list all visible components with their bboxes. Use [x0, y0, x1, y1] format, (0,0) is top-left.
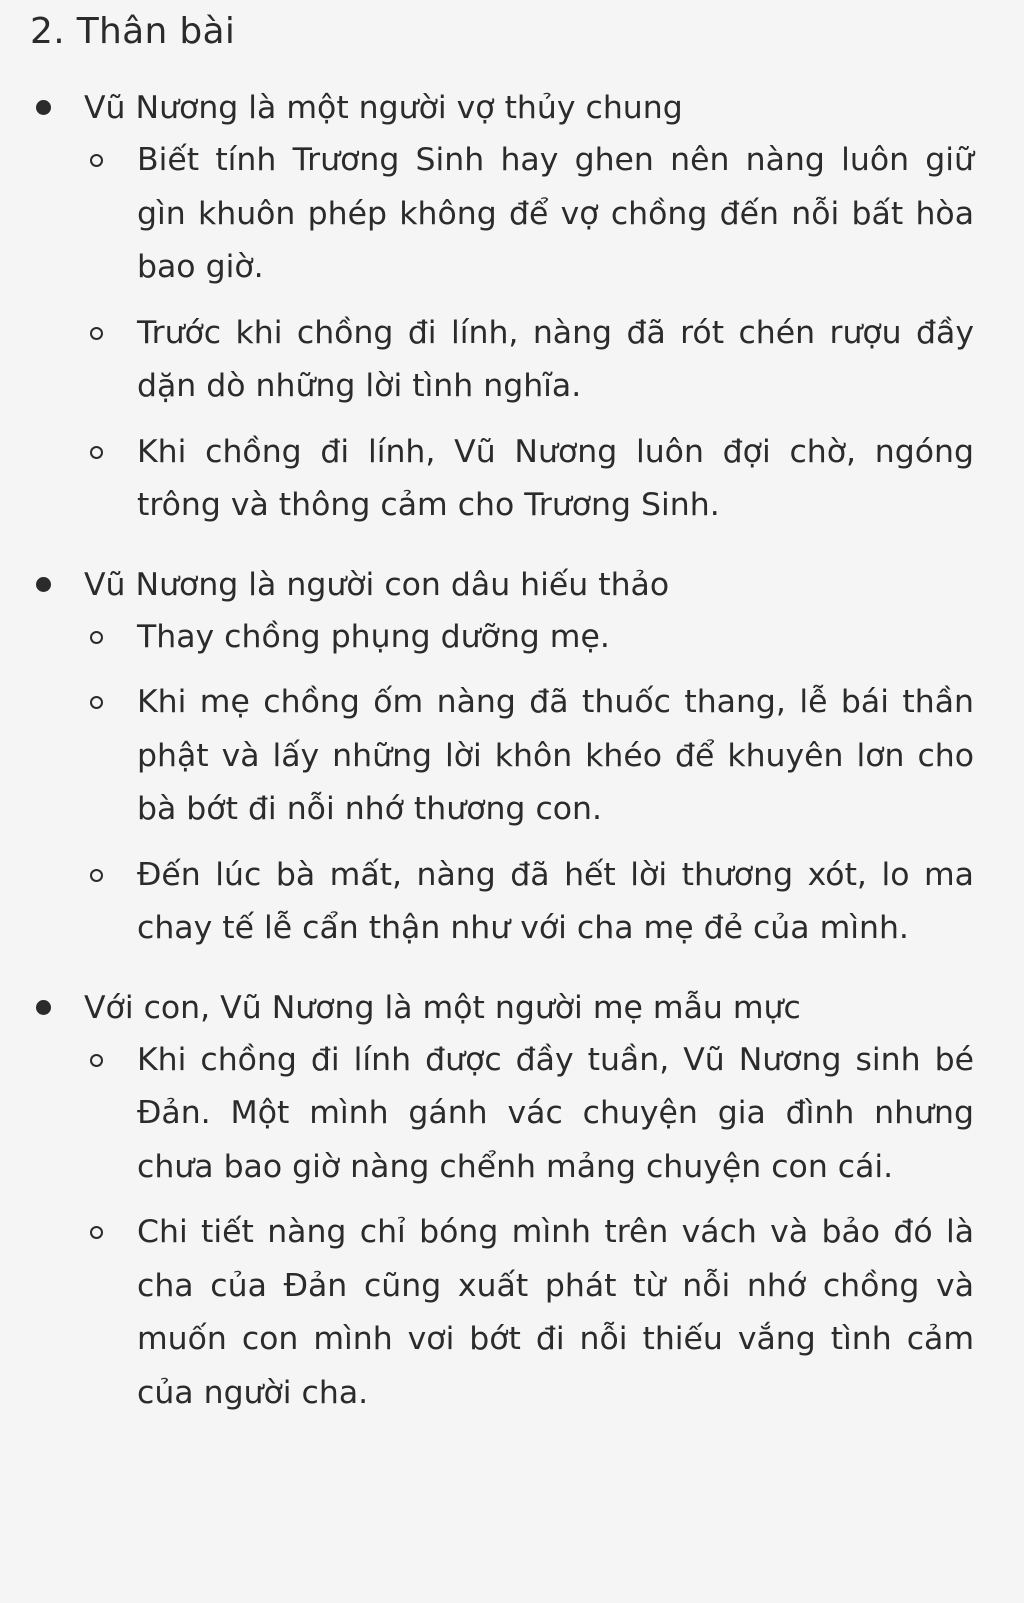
section-title: Vũ Nương là một người vợ thủy chung — [84, 90, 683, 126]
outline-section — [30, 82, 974, 533]
list-item — [84, 849, 974, 956]
list-item — [84, 1034, 974, 1195]
filled-bullet-icon — [36, 100, 51, 115]
filled-bullet-icon — [36, 577, 51, 592]
point-text: Khi mẹ chồng ốm nàng đã thuốc thang, lễ bái thần phật và lấy những lời khôn khéo để khuyên lơn cho bà bớt đi nỗi nhớ thương con. — [137, 684, 974, 827]
filled-bullet-icon — [36, 1000, 51, 1015]
hollow-bullet-icon — [90, 696, 103, 709]
point-list — [84, 1034, 974, 1421]
hollow-bullet-icon — [90, 1226, 103, 1239]
point-text: Đến lúc bà mất, nàng đã hết lời thương xót, lo ma chay tế lễ cẩn thận như với cha mẹ đẻ của mình. — [137, 856, 974, 946]
point-text: Khi chồng đi lính được đầy tuần, Vũ Nương sinh bé Đản. Một mình gánh vác chuyện gia đình nhưng chưa bao giờ nàng chểnh mảng chuyện con cái. — [137, 1041, 974, 1185]
point-text: Biết tính Trương Sinh hay ghen nên nàng luôn giữ gìn khuôn phép không để vợ chồng đến nỗi bất hòa bao giờ. — [137, 142, 974, 285]
hollow-bullet-icon — [90, 446, 103, 459]
hollow-bullet-icon — [90, 327, 103, 340]
hollow-bullet-icon — [90, 631, 103, 644]
outline-section — [30, 982, 974, 1421]
hollow-bullet-icon — [90, 869, 103, 882]
point-list — [84, 134, 974, 533]
hollow-bullet-icon — [90, 154, 103, 167]
list-item — [84, 426, 974, 533]
list-item — [84, 1206, 974, 1420]
point-text: Khi chồng đi lính, Vũ Nương luôn đợi chờ, ngóng trông và thông cảm cho Trương Sinh. — [137, 433, 974, 523]
list-item — [84, 134, 974, 295]
outline-section — [30, 559, 974, 956]
list-item — [84, 611, 974, 665]
point-list — [84, 611, 974, 956]
point-text: Thay chồng phụng dưỡng mẹ. — [137, 618, 610, 655]
section-title: Với con, Vũ Nương là một người mẹ mẫu mực — [84, 989, 801, 1026]
point-text: Chi tiết nàng chỉ bóng mình trên vách và bảo đó là cha của Đản cũng xuất phát từ nỗi nhớ chồng và muốn con mình vơi bớt đi nỗi thiếu vắng tình cảm của người cha. — [137, 1214, 974, 1411]
list-item — [84, 307, 974, 414]
hollow-bullet-icon — [90, 1054, 103, 1067]
outline-list — [30, 82, 974, 1420]
point-text: Trước khi chồng đi lính, nàng đã rót chén rượu đầy dặn dò những lời tình nghĩa. — [137, 314, 974, 404]
section-title: Vũ Nương là người con dâu hiếu thảo — [84, 566, 670, 603]
list-item — [84, 676, 974, 837]
section-heading: 2. Thân bài — [30, 11, 236, 52]
